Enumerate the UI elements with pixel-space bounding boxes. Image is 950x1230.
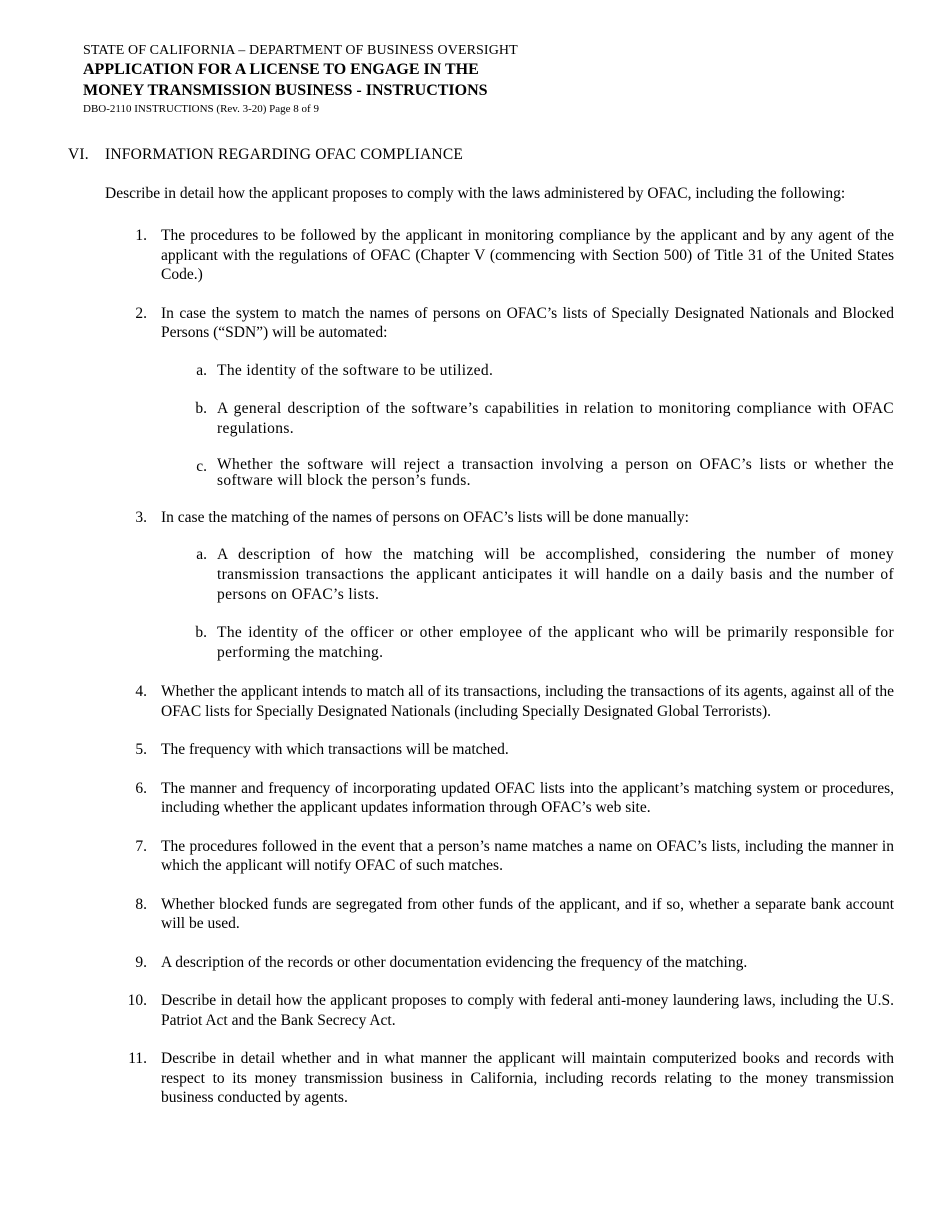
item-text: Describe in detail whether and in what manner the applicant will maintain computerized books and records with respect to its money transmission business in California, including records relating to the money transmission business conducted by agents. [161,1050,894,1106]
item-text: In case the system to match the names of persons on OFAC’s lists of Specially Designated Nationals and Blocked Persons (“SDN”) will be automated: [161,304,894,341]
item-text: In case the matching of the names of persons on OFAC’s lists will be done manually: [161,508,689,526]
item-number: 11. [128,1050,147,1067]
list-item [0,779,950,818]
form-title-line-1: APPLICATION FOR A LICENSE TO ENGAGE IN THE [83,61,479,78]
list-item [0,1049,950,1108]
sub-list [0,361,950,489]
sub-list-item [0,361,950,381]
requirements-list [0,226,950,1127]
form-id-page-number: DBO-2110 INSTRUCTIONS (Rev. 3-20) Page 8 of 9 [83,103,319,115]
sub-list [0,545,950,663]
list-item [0,508,950,664]
item-number: 10. [127,992,147,1009]
sub-item-text: The identity of the software to be utilized. [217,361,494,379]
sub-item-letter: a. [196,546,207,563]
list-item [0,304,950,489]
section-title: INFORMATION REGARDING OFAC COMPLIANCE [105,146,464,163]
section-heading [68,146,463,164]
form-title-line-2: MONEY TRANSMISSION BUSINESS - INSTRUCTIONS [83,82,488,99]
list-item [0,226,950,285]
sub-list-item [0,457,950,489]
sub-item-letter: a. [196,361,207,379]
item-number: 3. [135,508,147,526]
sub-list-item [0,623,950,663]
section-intro: Describe in detail how the applicant proposes to comply with the laws administered by OFAC, including the following: [105,185,846,202]
item-text: The procedures to be followed by the applicant in monitoring compliance by the applicant and by any agent of the applicant with the regulations of OFAC (Chapter V (commencing with Section 500) of Title 31 of the United States Code.) [161,227,894,283]
sub-item-letter: c. [196,457,207,475]
list-item [0,740,950,760]
item-number: 5. [135,741,147,758]
document-header [83,42,518,116]
department-line: STATE OF CALIFORNIA – DEPARTMENT OF BUSINESS OVERSIGHT [83,43,518,58]
list-item [0,895,950,934]
sub-list-item [0,545,950,605]
list-item [0,953,950,973]
item-number: 9. [135,953,147,971]
item-number: 4. [135,683,147,700]
sub-item-text: Whether the software will reject a transaction involving a person on OFAC’s lists or whether the software will block the person’s funds. [217,455,894,489]
item-number: 7. [135,837,147,855]
sub-list-item [0,399,950,439]
item-text: The manner and frequency of incorporating updated OFAC lists into the applicant’s matching system or procedures, including whether the applicant updates information through OFAC’s web site. [161,779,894,816]
item-number: 2. [135,304,147,322]
item-text: The procedures followed in the event that a person’s name matches a name on OFAC’s lists, including the manner in which the applicant will notify OFAC of such matches. [161,837,894,874]
list-item [0,991,950,1030]
item-text: The frequency with which transactions will be matched. [161,741,509,758]
sub-item-text: The identity of the officer or other employee of the applicant who will be primarily responsible for performing the matching. [217,624,894,661]
item-number: 6. [135,779,147,797]
section-number: VI. [68,146,89,163]
item-text: Whether the applicant intends to match all of its transactions, including the transactions of its agents, against all of the OFAC lists for Specially Designated Nationals (including Specially Designated Global Terrorists). [161,683,894,720]
item-text: Describe in detail how the applicant proposes to comply with federal anti-money laundering laws, including the U.S. Patriot Act and the Bank Secrecy Act. [161,992,894,1029]
sub-item-text: A general description of the software’s capabilities in relation to monitoring compliance with OFAC regulations. [217,399,894,437]
sub-item-letter: b. [195,399,207,417]
item-number: 8. [135,895,147,913]
sub-item-letter: b. [195,624,207,641]
list-item [0,682,950,721]
item-text: A description of the records or other documentation evidencing the frequency of the matching. [161,953,748,971]
item-number: 1. [135,227,147,244]
list-item [0,837,950,876]
sub-item-text: A description of how the matching will be accomplished, considering the number of money transmission transactions the applicant anticipates it will handle on a daily basis and the number of persons on OFAC’s lists. [217,546,894,603]
item-text: Whether blocked funds are segregated from other funds of the applicant, and if so, whether a separate bank account will be used. [161,895,894,932]
